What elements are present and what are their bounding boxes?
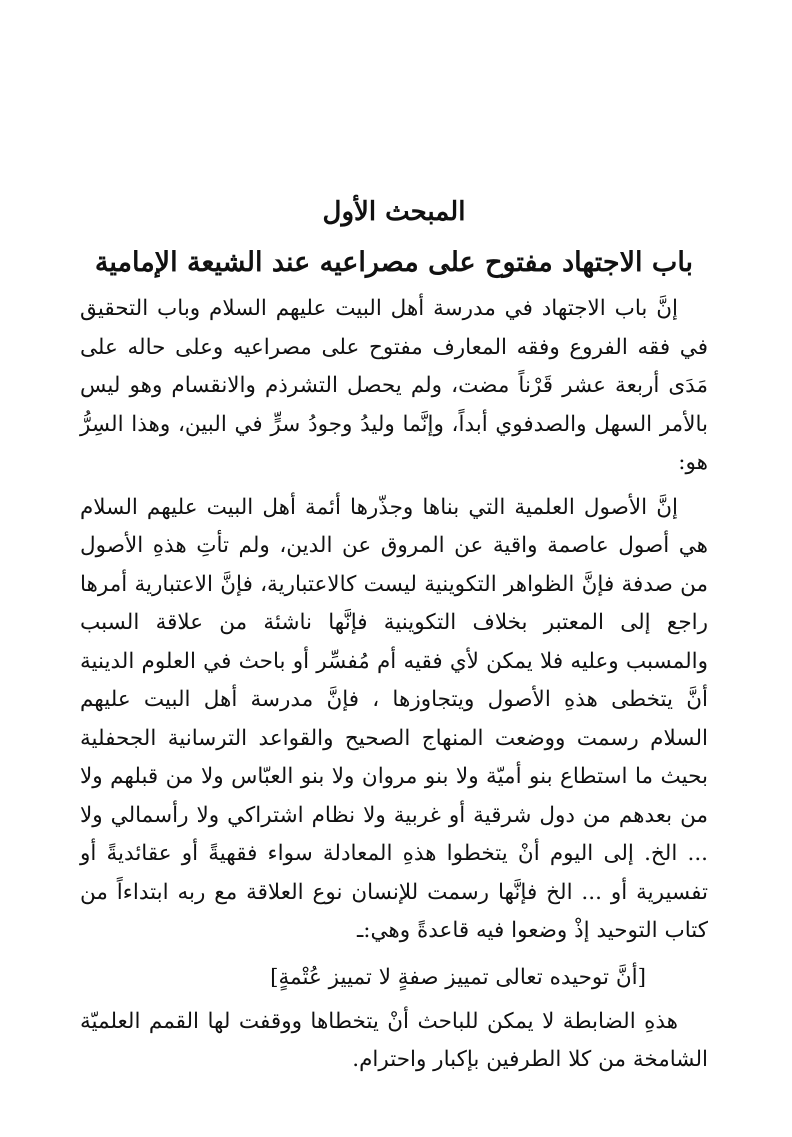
quoted-rule: [أنَّ توحيده تعالى تمييز صفةٍ لا تمييز عُتْمةٍ] (270, 964, 646, 990)
paragraph-2: إنَّ الأصول العلمية التي بناها وجذّرها أئمة أهل البيت عليهم السلام هي أصول عاصمة واقية عن المروق عن الدين، ولم تأتِ هذهِ الأصول من صدفة فإنَّ الظواهر التكوينية ليست كالاعتبارية، فإنَّ الاعتبارية أمرها راجع إلى المعتبر بخلاف التكوينية فإنَّها ناشئة من علاقة السبب والمسبب وعليه فلا يمكن لأي فقيه أم مُفسِّر أو باحث في العلوم الدينية أنَّ يتخطى هذهِ الأصول ويتجاوزها ، فإنَّ مدرسة أهل البيت عليهم السلام رسمت ووضعت المنهاج الصحيح والقواعد الترسانية الجحفلية بحيث ما استطاع بنو أميّة ولا بنو مروان ولا بنو العبّاس ولا من قبلهم ولا من بعدهم من دول شرقية أو غربية ولا نظام اشتراكي ولا رأسمالي ولا ... الخ. إلى اليوم أنْ يتخطوا هذهِ المعادلة سواء فقهيةً أو عقائديةً أو تفسيرية أو ... الخ فإنَّها رسمت للإنسان نوع العلاقة مع ربه ابتداءاً من كتاب التوحيد إذْ وضعوا فيه قاعدةً وهي:ـ (80, 494, 708, 943)
document-page (80, 190, 708, 1080)
closing-paragraph: هذهِ الضابطة لا يمكن للباحث أنْ يتخطاها ووقفت لها القمم العلميّة الشامخة من كلا الطرفين بإكبار واحترام. (80, 1008, 708, 1072)
chapter-title: المبحث الأول (322, 197, 466, 227)
paragraph-1: إنَّ باب الاجتهاد في مدرسة أهل البيت عليهم السلام وباب التحقيق في فقه الفروع وفقه المعارف مفتوح على مصراعيه وعلى حاله على مَدَى أربعة عشر قَرْناً مضت، ولم يحصل التشرذم والانقسام وهو ليس بالأمر السهل والصدفوي أبداً، وإنَّما وليدُ وجودُ سرٍّ في البين، وهذا السِرُّ هو: (80, 296, 708, 475)
chapter-subtitle: باب الاجتهاد مفتوح على مصراعيه عند الشيعة الإمامية (94, 247, 694, 278)
